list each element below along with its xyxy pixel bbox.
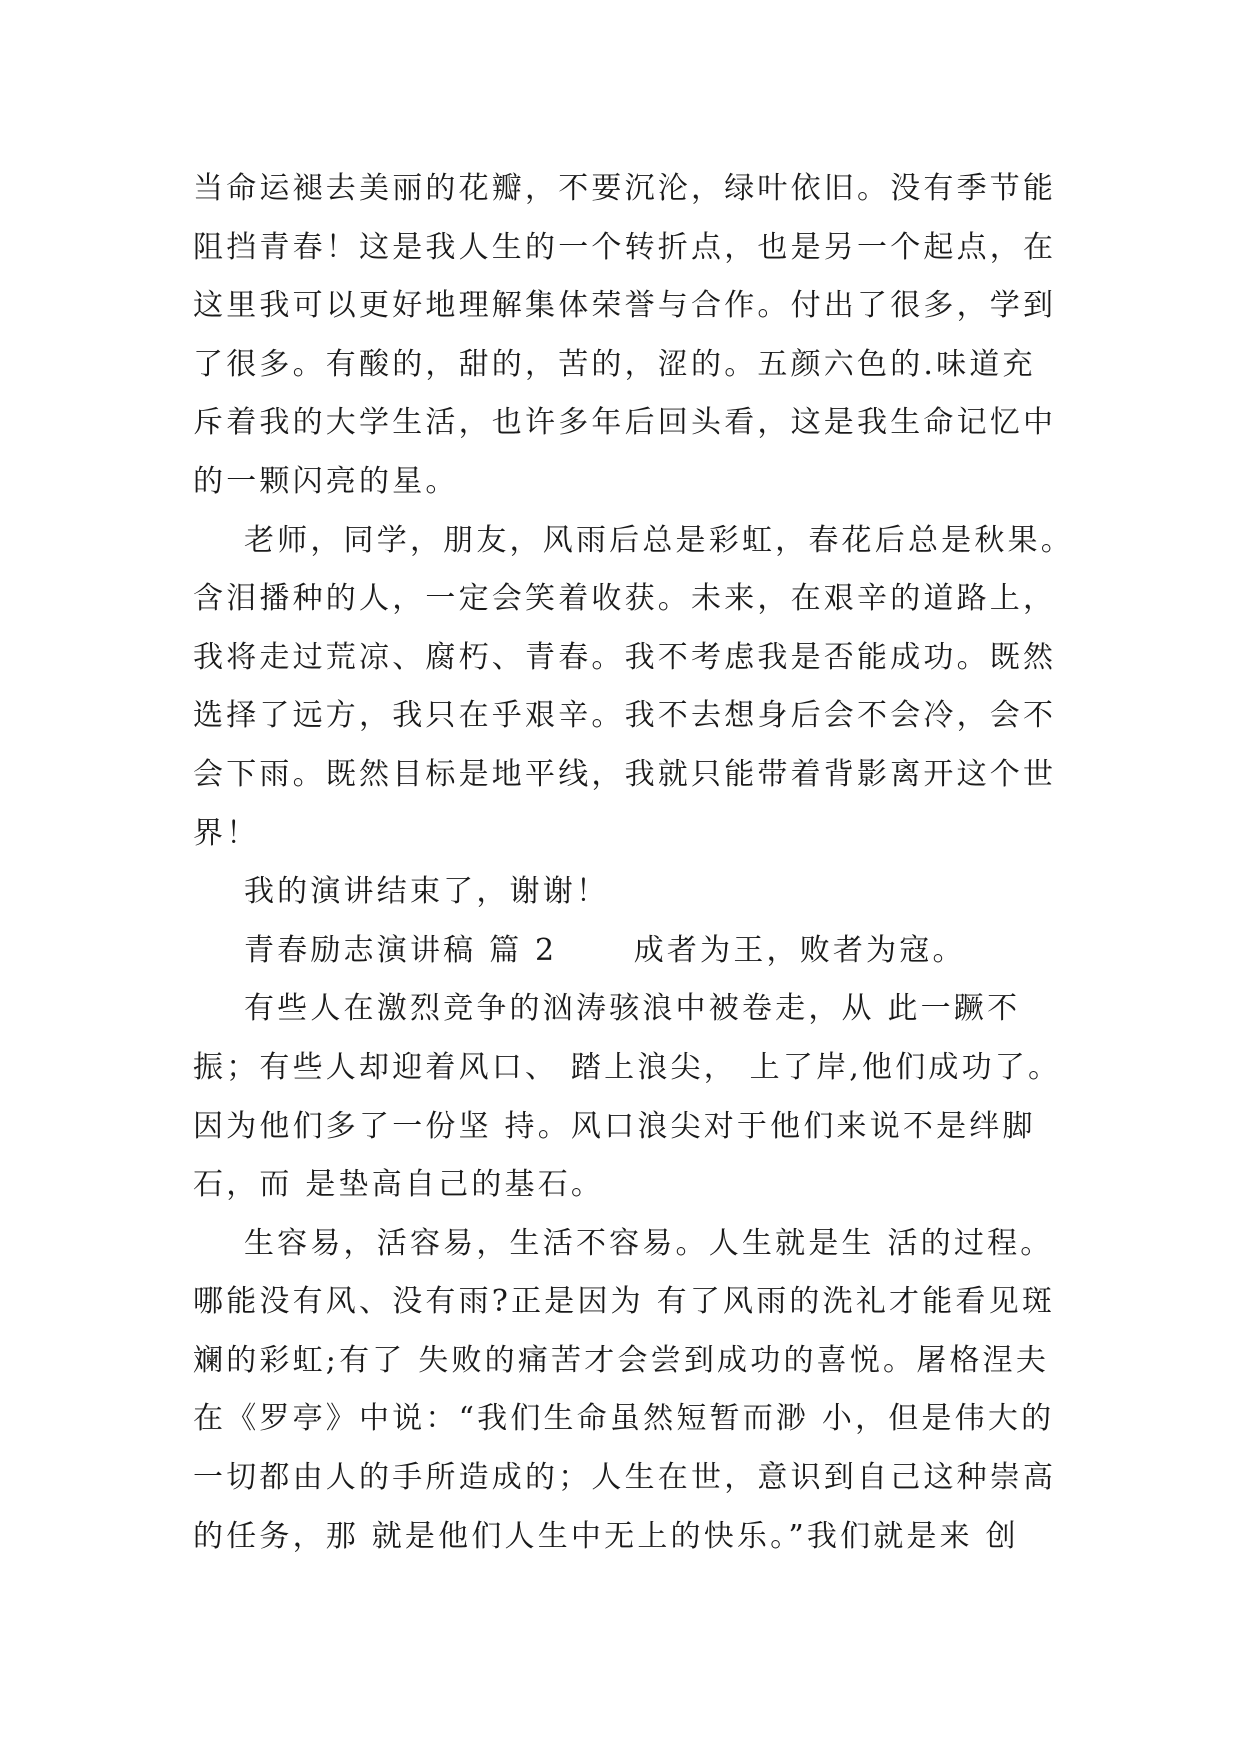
text-line: 生容易，活容易，生活不容易。人生就是生 活的过程。 bbox=[193, 1225, 1054, 1261]
text-line: 选择了远方，我只在乎艰辛。我不去想身后会不会冷，会不 bbox=[193, 698, 1057, 734]
text-line: 老师，同学，朋友，风雨后总是彩虹，春花后总是秋果。 bbox=[193, 522, 1074, 558]
text-line: 在《罗亭》中说：“我们生命虽然短暂而渺 小，但是伟大的 bbox=[193, 1401, 1055, 1437]
text-line: 阻挡青春！这是我人生的一个转折点，也是另一个起点，在 bbox=[193, 229, 1057, 265]
text-line: 斥着我的大学生活，也许多年后回头看，这是我生命记忆中 bbox=[193, 405, 1057, 441]
text-line: 我将走过荒凉、腐朽、青春。我不考虑我是否能成功。既然 bbox=[193, 639, 1057, 675]
text-line: 的一颗闪亮的星。 bbox=[193, 463, 459, 499]
text-line: 振；有些人却迎着风口、 踏上浪尖， 上了岸,他们成功了。 bbox=[193, 1049, 1062, 1085]
text-line: 界！ bbox=[193, 815, 260, 851]
text-line: 含泪播种的人，一定会笑着收获。未来，在艰辛的道路上， bbox=[193, 581, 1057, 617]
text-line: 当命运褪去美丽的花瓣，不要沉沦，绿叶依旧。没有季节能 bbox=[193, 171, 1057, 206]
text-line: 因为他们多了一份坚 持。风口浪尖对于他们来说不是绊脚 bbox=[193, 1108, 1036, 1144]
text-line: 这里我可以更好地理解集体荣誉与合作。付出了很多，学到 bbox=[193, 288, 1057, 324]
text-line: 斓的彩虹;有了 失败的痛苦才会尝到成功的喜悦。屠格涅夫 bbox=[193, 1342, 1050, 1378]
text-line: 了很多。有酸的，甜的，苦的，涩的。五颜六色的.味道充 bbox=[193, 346, 1036, 382]
text-line: 我的演讲结束了，谢谢！ bbox=[193, 874, 610, 910]
text-line: 会下雨。既然目标是地平线，我就只能带着背影离开这个世 bbox=[193, 756, 1057, 792]
body-text bbox=[193, 160, 1074, 1566]
section-heading: 青春励志演讲稿 篇 2 成者为王，败者为寇。 bbox=[193, 932, 966, 968]
text-line: 一切都由人的手所造成的；人生在世，意识到自己这种崇高 bbox=[193, 1460, 1057, 1496]
text-line: 石，而 是垫高自己的基石。 bbox=[193, 1167, 605, 1203]
text-line: 的任务，那 就是他们人生中无上的快乐。”我们就是来 创 bbox=[193, 1518, 1019, 1554]
text-line: 哪能没有风、没有雨?正是因为 有了风雨的洗礼才能看见斑 bbox=[193, 1284, 1056, 1320]
text-line: 有些人在激烈竞争的汹涛骇浪中被卷走，从 此一蹶不 bbox=[193, 991, 1021, 1027]
